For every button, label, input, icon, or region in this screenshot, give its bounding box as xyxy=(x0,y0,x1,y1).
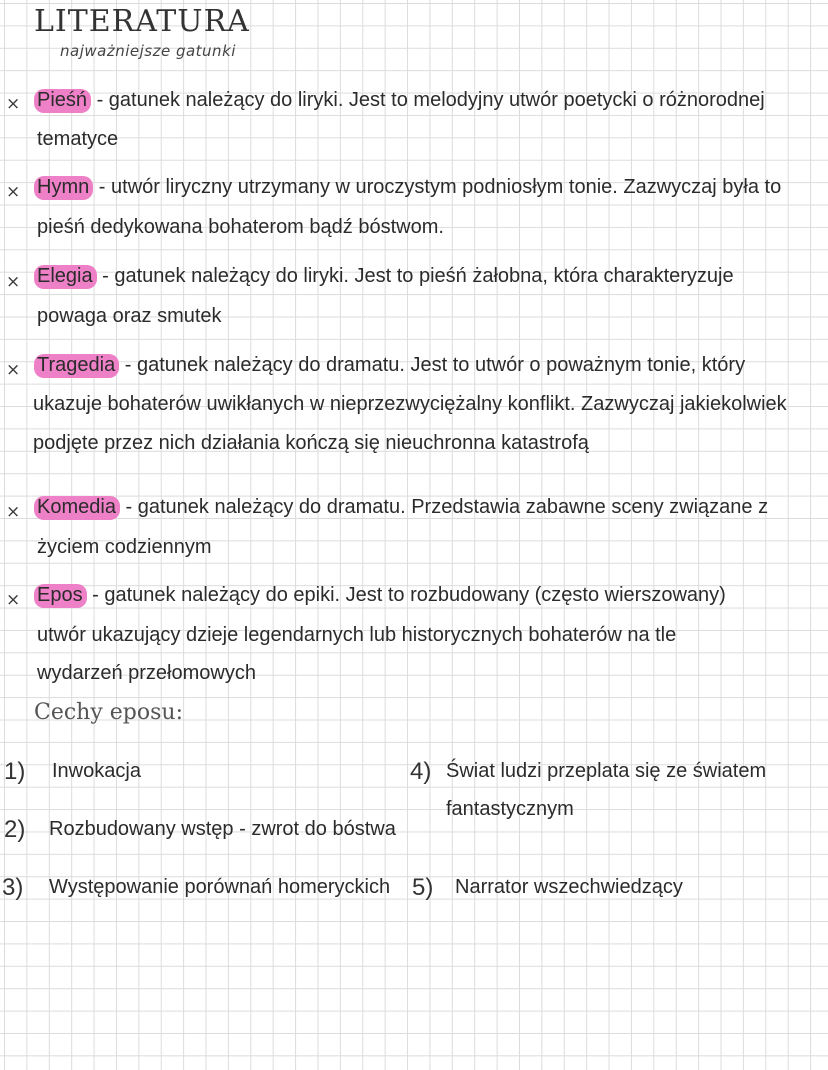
feature-number-5: 5) xyxy=(412,874,434,901)
genre-tragedia-term: Tragedia xyxy=(34,354,119,378)
feature-text-3: Występowanie porównań homeryckich xyxy=(49,876,391,898)
genre-epos-line-1 xyxy=(37,584,726,607)
genre-tragedia-line-3: podjęte przez nich działania kończą się nieuchronna katastrofą xyxy=(33,432,589,454)
feature-text-4-continued: fantastycznym xyxy=(446,798,574,820)
genre-elegia-term: Elegia xyxy=(34,265,97,289)
feature-number-4: 4) xyxy=(410,758,432,785)
genre-epos-line-2: utwór ukazujący dzieje legendarnych lub historycznych bohaterów na tle xyxy=(37,624,677,646)
genre-hymn-definition: - utwór liryczny utrzymany w uroczystym podniosłym tonie. Zazwyczaj była to xyxy=(93,176,782,198)
genre-tragedia-line-2: ukazuje bohaterów uwikłanych w nieprzezwyciężalny konflikt. Zazwyczaj jakiekolwiek xyxy=(33,393,787,415)
epos-features-heading: Cechy eposu: xyxy=(34,700,183,725)
genre-komedia-line-1 xyxy=(37,496,768,519)
feature-text-2: Rozbudowany wstęp - zwrot do bóstwa xyxy=(49,818,396,840)
bullet-mark-3: × xyxy=(6,272,21,292)
bullet-mark-5: × xyxy=(6,502,21,522)
genre-hymn-term: Hymn xyxy=(34,176,93,200)
genre-elegia-line-2: powaga oraz smutek xyxy=(37,305,222,327)
genre-epos-line-3: wydarzeń przełomowych xyxy=(37,662,256,684)
genre-hymn-line-2: pieśń dedykowana bohaterom bądź bóstwom. xyxy=(37,216,444,238)
feature-number-2: 2) xyxy=(4,816,26,843)
genre-piesn-term: Pieśń xyxy=(34,89,91,113)
feature-number-1: 1) xyxy=(4,758,26,785)
genre-hymn-line-1 xyxy=(37,176,781,199)
feature-number-3: 3) xyxy=(2,874,24,901)
bullet-mark-4: × xyxy=(6,360,21,380)
page-title: LITERATURA xyxy=(34,4,250,39)
genre-komedia-line-2: życiem codziennym xyxy=(37,536,212,558)
feature-text-4: Świat ludzi przeplata się ze światem xyxy=(446,760,767,782)
bullet-mark-6: × xyxy=(6,590,21,610)
genre-piesn-line-2: tematyce xyxy=(37,128,119,150)
bullet-mark-2: × xyxy=(6,182,21,202)
genre-tragedia-line-1 xyxy=(37,354,745,377)
genre-komedia-definition: - gatunek należący do dramatu. Przedstawia zabawne sceny związane z xyxy=(119,496,769,518)
bullet-mark-1: × xyxy=(6,94,21,114)
feature-text-1: Inwokacja xyxy=(52,760,141,782)
genre-epos-definition: - gatunek należący do epiki. Jest to rozbudowany (często wierszowany) xyxy=(86,584,726,606)
genre-epos-term: Epos xyxy=(34,584,87,608)
genre-komedia-term: Komedia xyxy=(34,496,120,520)
genre-elegia-line-1 xyxy=(37,265,734,288)
feature-text-5: Narrator wszechwiedzący xyxy=(455,876,683,898)
genre-piesn-line-1 xyxy=(37,89,765,112)
genre-elegia-definition: - gatunek należący do liryki. Jest to pieśń żałobna, która charakteryzuje xyxy=(96,265,734,287)
genre-piesn-definition: - gatunek należący do liryki. Jest to melodyjny utwór poetycki o różnorodnej xyxy=(91,89,765,111)
page-subtitle: najważniejsze gatunki xyxy=(60,42,236,60)
genre-tragedia-definition: - gatunek należący do dramatu. Jest to utwór o poważnym tonie, który xyxy=(119,354,746,376)
